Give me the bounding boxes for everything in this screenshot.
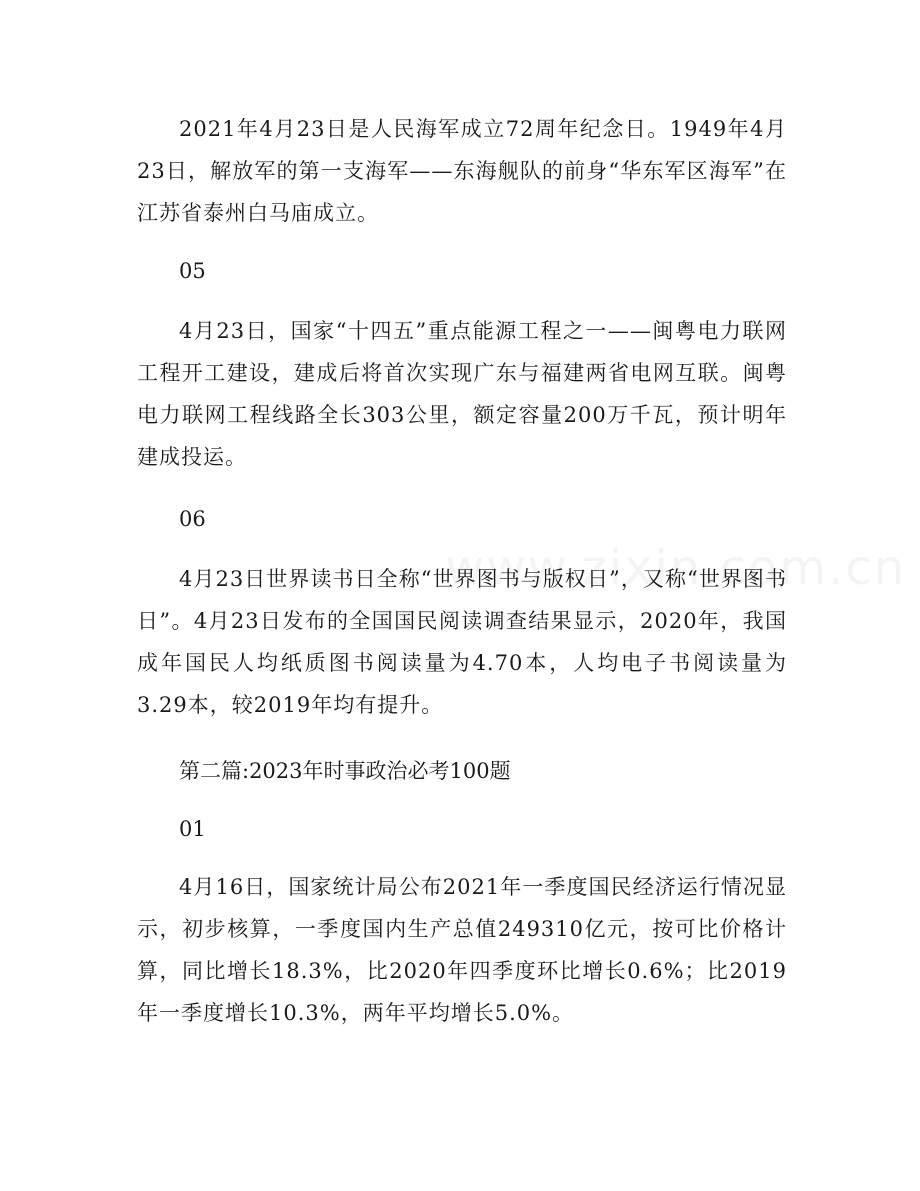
item-number-01 [137, 808, 787, 850]
paragraph-text: 4月16日，国家统计局公布2021年一季度国民经济运行情况显示，初步核算，一季度国内生产总值249310亿元，按可比价格计算，同比增长18.3%，比2020年四季度环比增长0.6%；比2019年一季度增长10.3%，两年平均增长5.0%。 [137, 875, 787, 1025]
item-number-05 [137, 250, 787, 292]
paragraph-text: 2021年4月23日是人民海军成立72周年纪念日。1949年4月23日，解放军的第一支海军——东海舰队的前身“华东军区海军”在江苏省泰州白马庙成立。 [137, 117, 787, 225]
item-number-06 [137, 498, 787, 540]
item-number: 01 [179, 817, 206, 841]
paragraph-text: 4月23日，国家“十四五”重点能源工程之一——闽粤电力联网工程开工建设，建成后将首次实现广东与福建两省电网互联。闽粤电力联网工程线路全长303公里，额定容量200万千瓦，预计明年建成投运。 [137, 319, 787, 469]
item-number: 06 [179, 507, 206, 531]
section-heading [137, 750, 787, 792]
paragraph-navy-anniversary [137, 108, 787, 234]
section-title: 第二篇:2023年时事政治必考100题 [179, 759, 511, 783]
item-number: 05 [179, 259, 206, 283]
paragraph-gdp [137, 866, 787, 1034]
paragraph-text: 4月23日世界读书日全称“世界图书与版权日”，又称“世界图书日”。4月23日发布的全国国民阅读调查结果显示，2020年，我国成年国民人均纸质图书阅读量为4.70本，人均电子书阅读量为3.29本，较2019年均有提升。 [137, 567, 787, 717]
paragraph-reading-day [137, 558, 787, 726]
paragraph-power-grid [137, 310, 787, 478]
